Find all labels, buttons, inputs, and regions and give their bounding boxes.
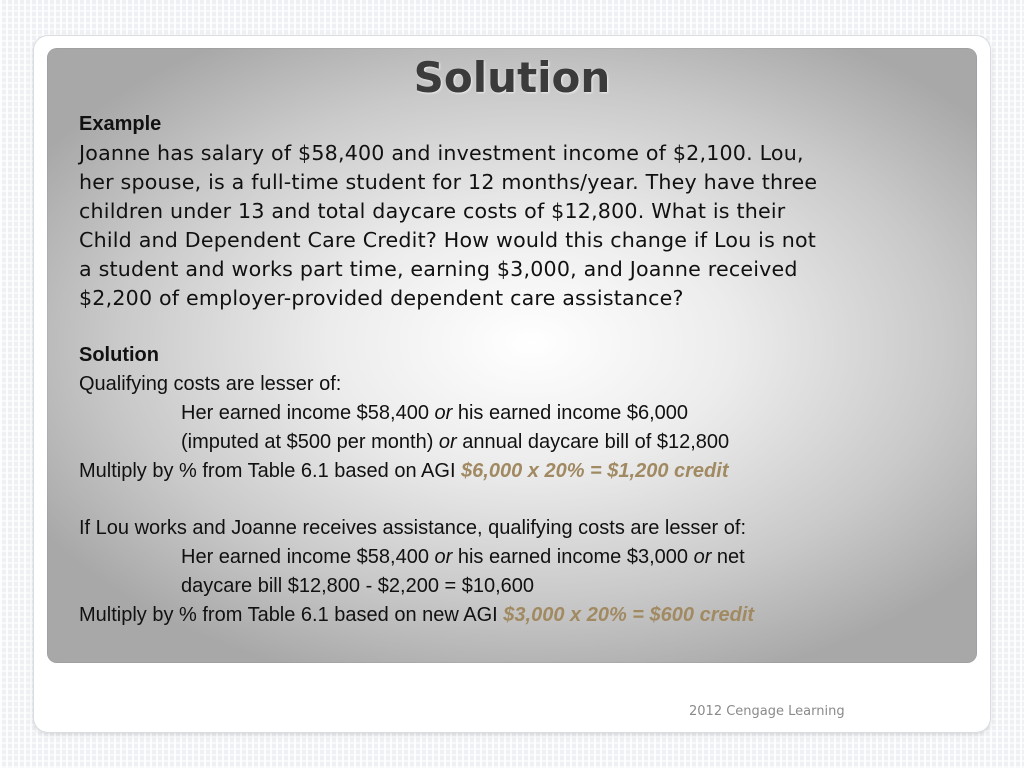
part2-line1-c: net — [711, 546, 745, 568]
part2-line1-b: his earned income $3,000 — [452, 546, 694, 568]
problem-line-3: children under 13 and total daycare costs of $12,800. What is their — [79, 199, 786, 223]
part1-line1 — [181, 400, 688, 426]
part2-line1-or2: or — [693, 546, 712, 568]
part2-multiply-text: Multiply by % from Table 6.1 based on new AGI — [79, 604, 504, 626]
slide-title: Solution — [413, 53, 611, 102]
problem-line-6: $2,200 of employer-provided dependent care assistance? — [79, 286, 684, 310]
part1-multiply-text: Multiply by % from Table 6.1 based on AGI — [79, 460, 462, 482]
part1-multiply-line — [79, 458, 728, 484]
part2-credit-result: $3,000 x 20% = $600 credit — [503, 604, 755, 626]
part2-line1 — [181, 544, 745, 570]
solution-heading: Solution — [79, 344, 159, 366]
qualifying-costs-intro: Qualifying costs are lesser of: — [79, 373, 342, 395]
part1-credit-result: $6,000 x 20% = $1,200 credit — [461, 460, 729, 482]
part1-line2-or: or — [438, 431, 457, 453]
part2-line1-or1: or — [434, 546, 453, 568]
part2-intro: If Lou works and Joanne receives assistance, qualifying costs are lesser of: — [79, 517, 747, 539]
problem-line-4: Child and Dependent Care Credit? How would this change if Lou is not — [79, 228, 817, 252]
part1-line1-b: his earned income $6,000 — [452, 402, 689, 424]
part2-line1-a: Her earned income $58,400 — [181, 546, 435, 568]
problem-line-5: a student and works part time, earning $3,000, and Joanne received — [79, 257, 798, 281]
footer-credit: 2012 Cengage Learning — [689, 704, 845, 719]
problem-line-1: Joanne has salary of $58,400 and investment income of $2,100. Lou, — [79, 141, 804, 165]
part1-line1-or: or — [434, 402, 453, 424]
example-heading: Example — [79, 113, 162, 135]
part2-line2: daycare bill $12,800 - $2,200 = $10,600 — [181, 575, 535, 597]
part1-line2 — [181, 429, 729, 455]
problem-line-2: her spouse, is a full-time student for 12 months/year. They have three — [79, 170, 818, 194]
part1-line2-b: annual daycare bill of $12,800 — [456, 431, 730, 453]
part2-multiply-line — [79, 602, 754, 628]
part1-line1-a: Her earned income $58,400 — [181, 402, 435, 424]
part1-line2-a: (imputed at $500 per month) — [181, 431, 439, 453]
